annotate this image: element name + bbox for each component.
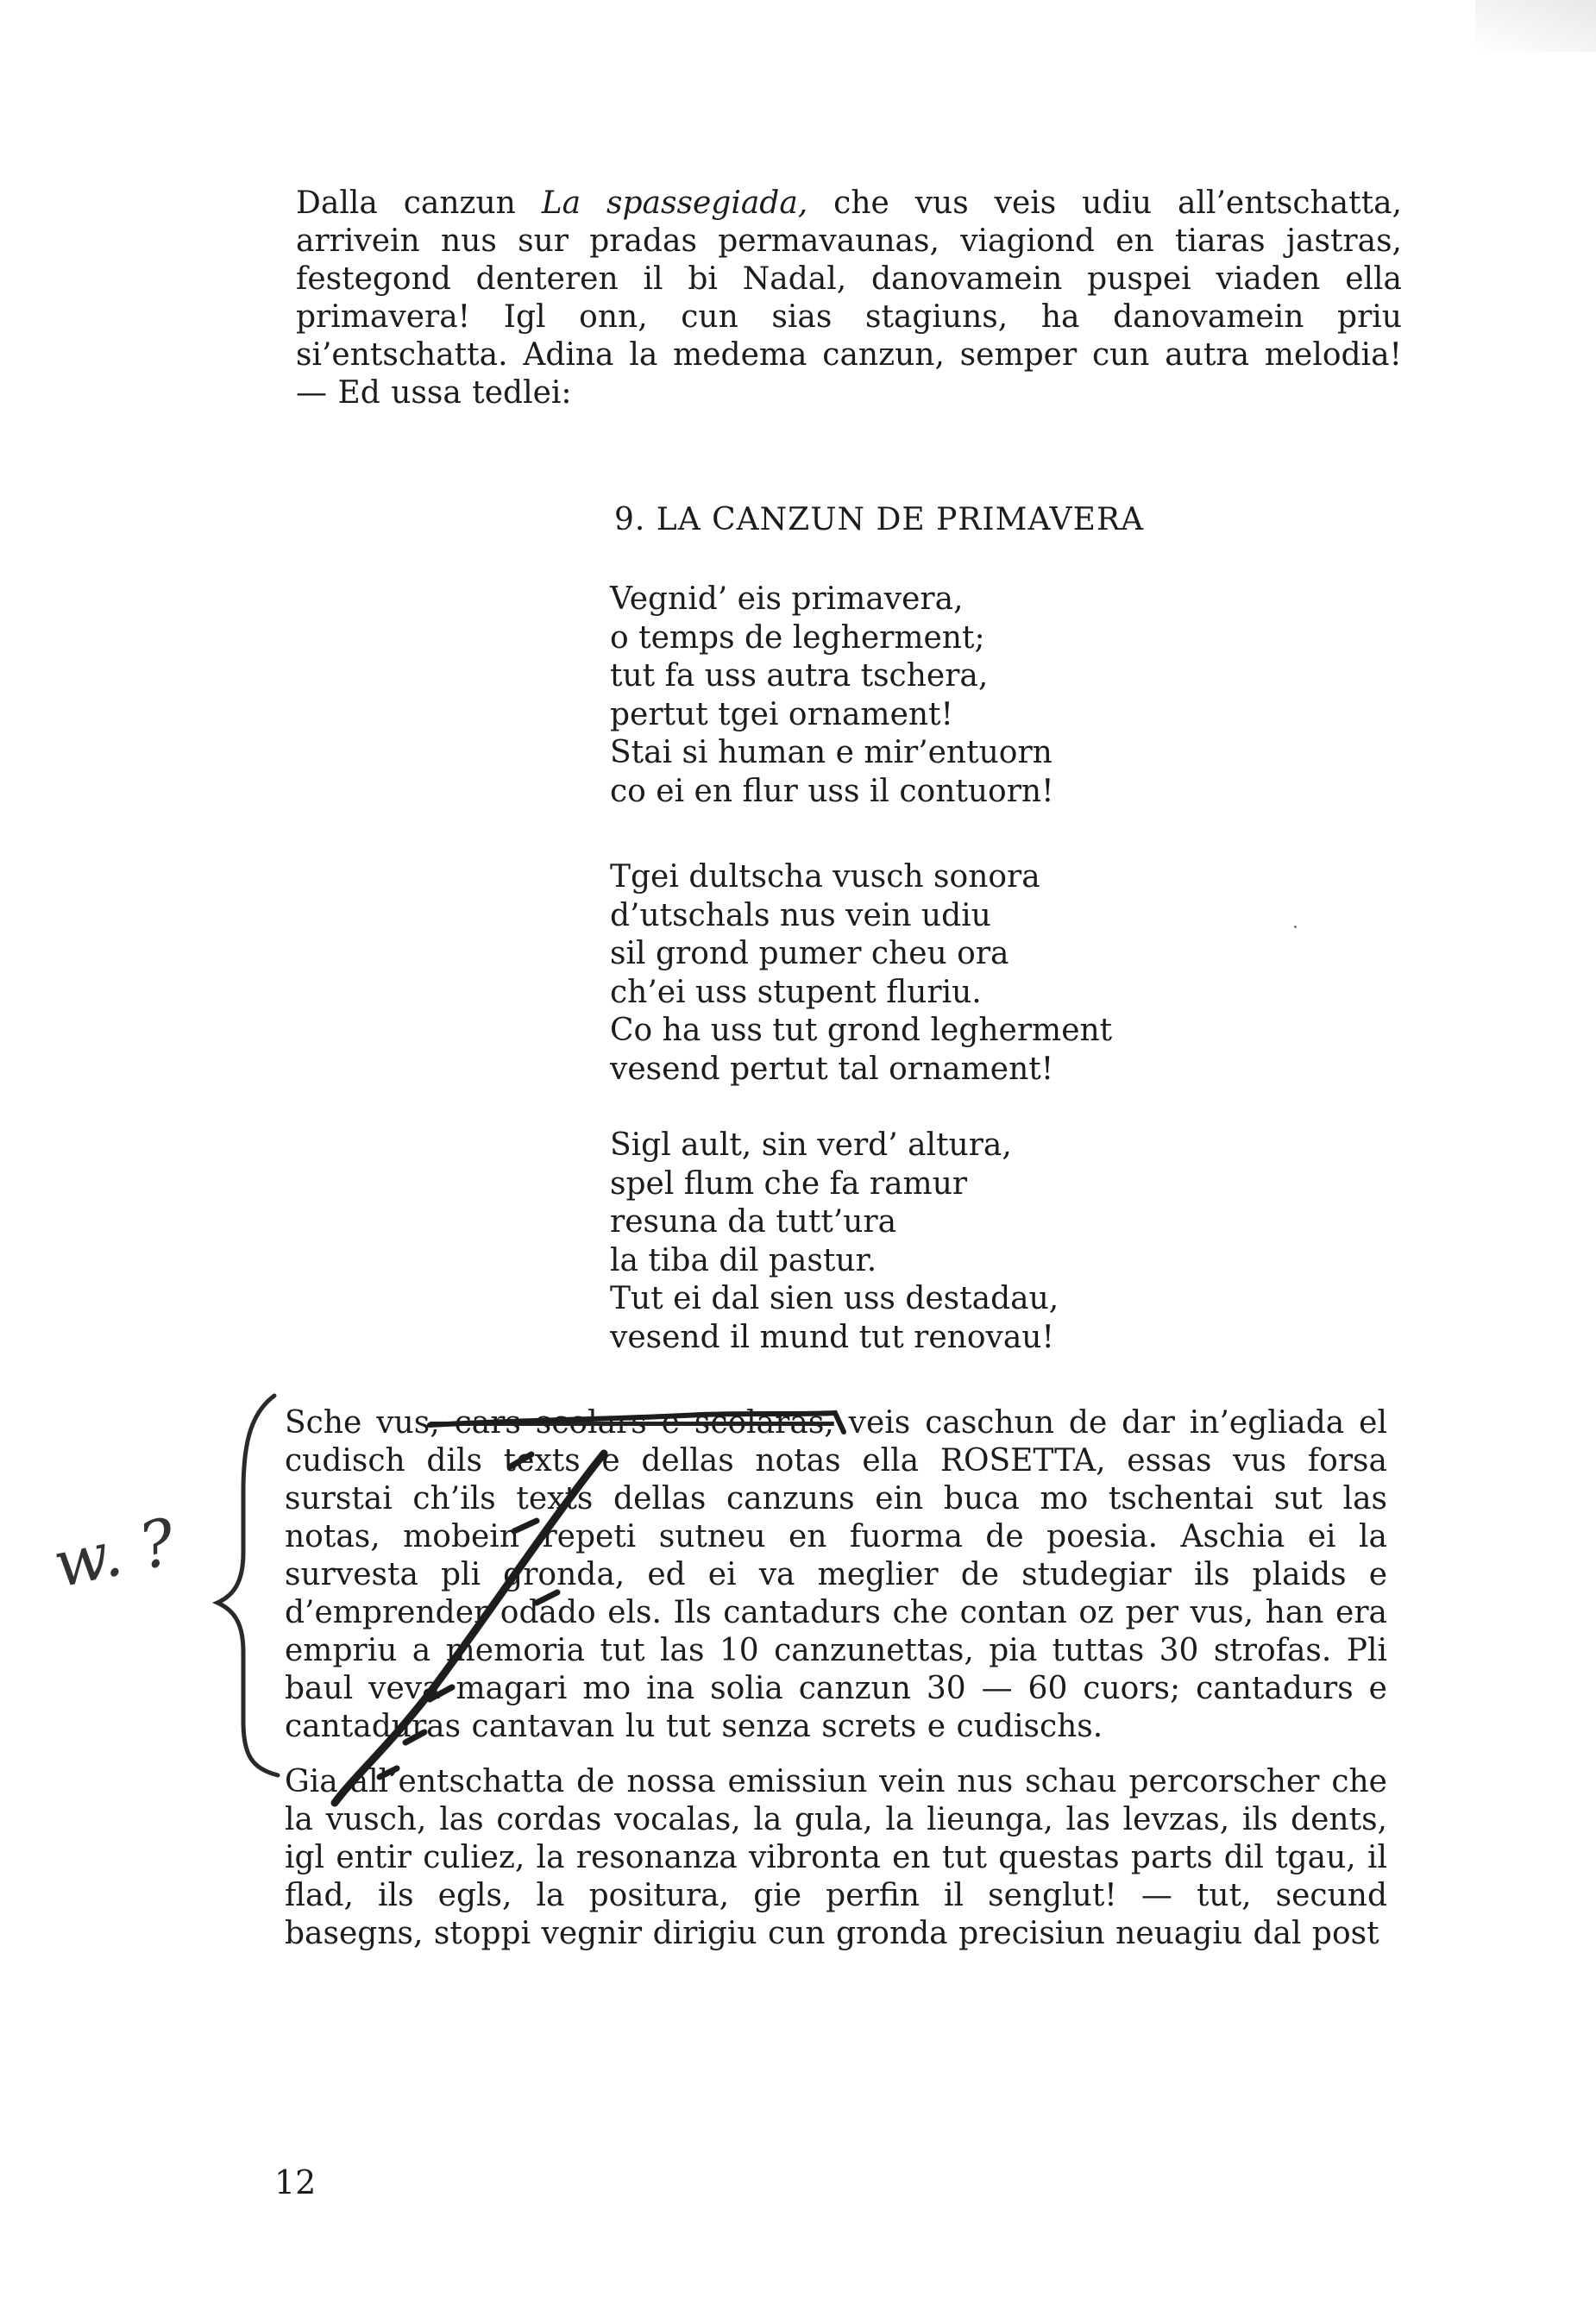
intro-paragraph [296, 185, 1402, 412]
scan-speck [1294, 926, 1297, 928]
handwritten-note: w. ? [47, 1504, 182, 1603]
poem-line: vesend pertut tal ornament! [610, 1051, 1054, 1087]
poem-stanza-1 [610, 581, 1054, 811]
poem-stanza-2 [610, 858, 1112, 1089]
marked-paragraph [285, 1404, 1387, 1746]
poem-title: 9. LA CANZUN DE PRIMAVERA [614, 502, 1145, 537]
poem-line: ch’ei uss stupent fluriu. [610, 974, 982, 1010]
poem-line: sil grond pumer cheu ora [610, 936, 1009, 971]
poem-line: la tiba dil pastur. [610, 1242, 877, 1278]
poem-line: Stai si human e mir’entuorn [610, 735, 1052, 770]
poem-line: d’utschals nus vein udiu [610, 897, 991, 933]
poem-line: tut fa uss autra tschera, [610, 658, 989, 694]
poem-line: resuna da tutt’ura [610, 1204, 897, 1240]
poem-line: Tgei dultscha vusch sonora [610, 859, 1040, 895]
intro-song-title: La spassegiada, [541, 185, 808, 221]
poem-line: o temps de legherment; [610, 619, 985, 656]
poem-line: Sigl ault, sin verd’ altura, [610, 1127, 1012, 1163]
poem-stanza-3 [610, 1127, 1059, 1357]
paragraph-text: veis caschun de dar in’egliada el cudisch dils texts e dellas notas ella ROSETTA, essas vus forsa surstai ch’ils texts dellas canzuns ein buca mo tschentai sut las notas, mobein repeti sutneu en fuorma de poesia. Aschia ei la survesta pli gronda, ed ei va meglier de studegiar ils plaids e d’emprender odado els. Ils cantadurs che contan oz per vus, han era empriu a memoria tut las 10 canzunettas, pia tuttas 30 strofas. Pli baul veva magari mo ina solia canzun 30 — 60 cuors; cantadurs e cantaduras cantavan lu tut senza screts e cudischs. [285, 1405, 1387, 1744]
poem-line: spel flum che fa ramur [610, 1165, 968, 1202]
poem-line: Vegnid’ eis primavera, [610, 581, 964, 617]
handwritten-brace [217, 1396, 278, 1775]
page-number: 12 [274, 2163, 317, 2201]
poem-line: Tut ei dal sien uss destadau, [610, 1281, 1059, 1316]
poem-line: co ei en flur uss il contuorn! [610, 773, 1054, 809]
poem-line: vesend il mund tut renovau! [610, 1319, 1054, 1355]
intro-text: che vus veis udiu all’entschatta, arrivein nus sur pradas permavaunas, viagiond en tiaras jastras, festegond denteren il bi Nadal, danovamein puspei viaden ella primavera! Igl onn, cun sias stagiuns, ha danovamein priu si’entschatta. Adina la medema canzun, semper cun autra melodia! — Ed ussa tedlei: [296, 185, 1402, 411]
paragraph-start: Sche vus [285, 1405, 430, 1441]
body-paragraph-text: Gia all’entschatta de nossa emissiun vein nus schau percorscher che la vusch, las cordas vocalas, la gula, la lieunga, las levzas, ils dents, igl entir culiez, la resonanza vibronta en tut questas parts dil tgau, il flad, ils egls, la positura, gie perfin il senglut! — tut, secund basegns, stoppi vegnir dirigiu cun gronda precisiun neuagiu dal post [285, 1764, 1387, 1951]
body-paragraph [285, 1763, 1387, 1953]
struck-out-text: , cars scolars e scolaras, [430, 1405, 834, 1441]
poem-line: Co ha uss tut grond legherment [610, 1013, 1113, 1048]
scan-corner-shadow [1475, 0, 1596, 52]
intro-lead: Dalla canzun [296, 185, 542, 221]
poem-line: pertut tgei ornament! [610, 696, 953, 732]
